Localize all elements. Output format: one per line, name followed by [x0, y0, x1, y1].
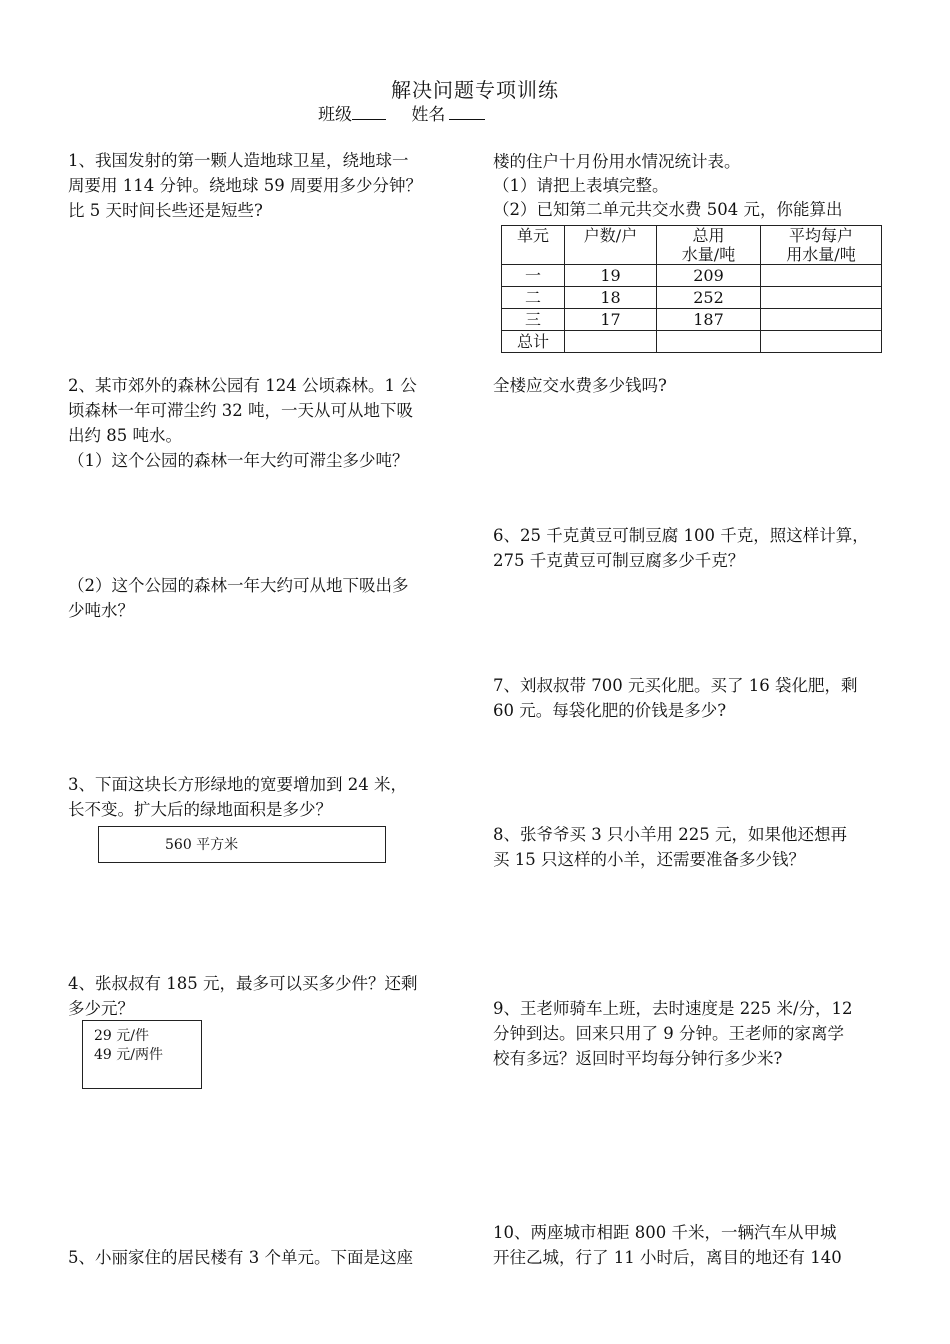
area-label: 560 平方米 — [165, 837, 239, 853]
question-line: （1）请把上表填完整。 — [493, 176, 669, 195]
question-line: 全楼应交水费多少钱吗? — [493, 376, 667, 395]
price-single: 29 元/件 — [94, 1028, 149, 1044]
question-line: 比 5 天时间长些还是短些? — [68, 201, 263, 220]
rectangle-area-box — [98, 826, 386, 863]
question-line: 开往乙城，行了 11 小时后，离目的地还有 140 — [493, 1248, 842, 1267]
question-line: 分钟到达。回来只用了 9 分钟。王老师的家离学 — [493, 1024, 844, 1043]
question-line: 5、小丽家住的居民楼有 3 个单元。下面是这座 — [68, 1248, 413, 1267]
table-row — [502, 331, 882, 353]
question-10 — [493, 1220, 893, 1270]
page-title: 解决问题专项训练 — [391, 78, 559, 102]
header-text: 水量/吨 — [681, 245, 736, 264]
question-line: 8、张爷爷买 3 只小羊用 225 元，如果他还想再 — [493, 825, 847, 844]
header-text: 平均每户 — [788, 226, 853, 245]
table-header-cell — [657, 226, 761, 265]
price-pair: 49 元/两件 — [94, 1047, 163, 1063]
table-cell: 19 — [565, 265, 657, 287]
question-line: （2）这个公园的森林一年大约可从地下吸出多 — [68, 576, 409, 595]
table-cell: 一 — [502, 265, 565, 287]
question-line: 顷森林一年可滞尘约 32 吨，一天从可从地下吸 — [68, 401, 413, 420]
water-usage-table — [501, 225, 882, 353]
question-line: 3、下面这块长方形绿地的宽要增加到 24 米， — [68, 775, 407, 794]
question-6 — [493, 523, 913, 573]
question-line: 周要用 114 分钟。绕地球 59 周要用多少分钟？ — [68, 176, 422, 195]
question-line: 校有多远？返回时平均每分钟行多少米? — [493, 1049, 783, 1068]
table-cell: 18 — [565, 287, 657, 309]
name-blank — [449, 105, 485, 120]
table-header-cell — [565, 226, 657, 265]
question-1 — [68, 148, 468, 223]
header-text: 总用 — [692, 226, 725, 245]
question-8 — [493, 822, 893, 872]
question-9 — [493, 996, 893, 1071]
table-cell: 209 — [657, 265, 761, 287]
question-4 — [68, 971, 468, 1021]
question-3 — [68, 772, 468, 822]
table-cell: 17 — [565, 309, 657, 331]
table-header-cell — [761, 226, 882, 265]
class-blank — [352, 105, 386, 120]
table-cell — [657, 331, 761, 353]
table-row — [502, 309, 882, 331]
question-5 — [68, 1245, 468, 1270]
table-cell: 252 — [657, 287, 761, 309]
table-cell — [761, 287, 882, 309]
question-5-end — [493, 373, 893, 398]
question-line: 275 千克黄豆可制豆腐多少千克？ — [493, 551, 745, 570]
question-2-part-2 — [68, 573, 468, 623]
question-line: （2）已知第二单元共交水费 504 元，你能算出 — [493, 200, 843, 219]
question-line: （1）这个公园的森林一年大约可滞尘多少吨？ — [68, 451, 409, 470]
table-cell — [761, 309, 882, 331]
question-line: 6、25 千克黄豆可制豆腐 100 千克，照这样计算， — [493, 526, 869, 545]
table-cell: 二 — [502, 287, 565, 309]
table-row — [502, 265, 882, 287]
header-text: 户数/户 — [583, 226, 638, 245]
question-line: 长不变。扩大后的绿地面积是多少？ — [68, 800, 332, 819]
table-cell — [565, 331, 657, 353]
name-label: 姓名 — [411, 105, 446, 125]
table-header-row — [502, 226, 882, 265]
student-info — [318, 100, 505, 125]
table-cell — [761, 331, 882, 353]
class-label: 班级 — [318, 105, 352, 125]
question-line: 9、王老师骑车上班，去时速度是 225 米/分，12 — [493, 999, 853, 1018]
header-text: 单元 — [516, 226, 549, 245]
question-line: 出约 85 吨水。 — [68, 426, 182, 445]
table-header-cell — [502, 226, 565, 265]
question-line: 1、我国发射的第一颗人造地球卫星，绕地球一 — [68, 151, 409, 170]
question-line: 10、两座城市相距 800 千米，一辆汽车从甲城 — [493, 1223, 837, 1242]
question-line: 买 15 只这样的小羊，还需要准备多少钱？ — [493, 850, 805, 869]
question-2 — [68, 373, 468, 473]
question-7 — [493, 673, 893, 723]
question-line: 少吨水？ — [68, 601, 134, 620]
question-line: 60 元。每袋化肥的价钱是多少? — [493, 701, 727, 720]
question-line: 4、张叔叔有 185 元，最多可以买多少件？还剩 — [68, 974, 418, 993]
question-line: 多少元？ — [68, 999, 134, 1018]
question-5-continued — [493, 150, 893, 222]
question-line: 2、某市郊外的森林公园有 124 公顷森林。1 公 — [68, 376, 417, 395]
table-cell: 187 — [657, 309, 761, 331]
table-row — [502, 287, 882, 309]
question-line: 楼的住户十月份用水情况统计表。 — [493, 152, 741, 171]
question-line: 7、刘叔叔带 700 元买化肥。买了 16 袋化肥，剩 — [493, 676, 858, 695]
header-text: 用水量/吨 — [786, 245, 856, 264]
table-cell: 三 — [502, 309, 565, 331]
table-cell: 总计 — [502, 331, 565, 353]
price-box — [82, 1020, 202, 1089]
table-cell — [761, 265, 882, 287]
